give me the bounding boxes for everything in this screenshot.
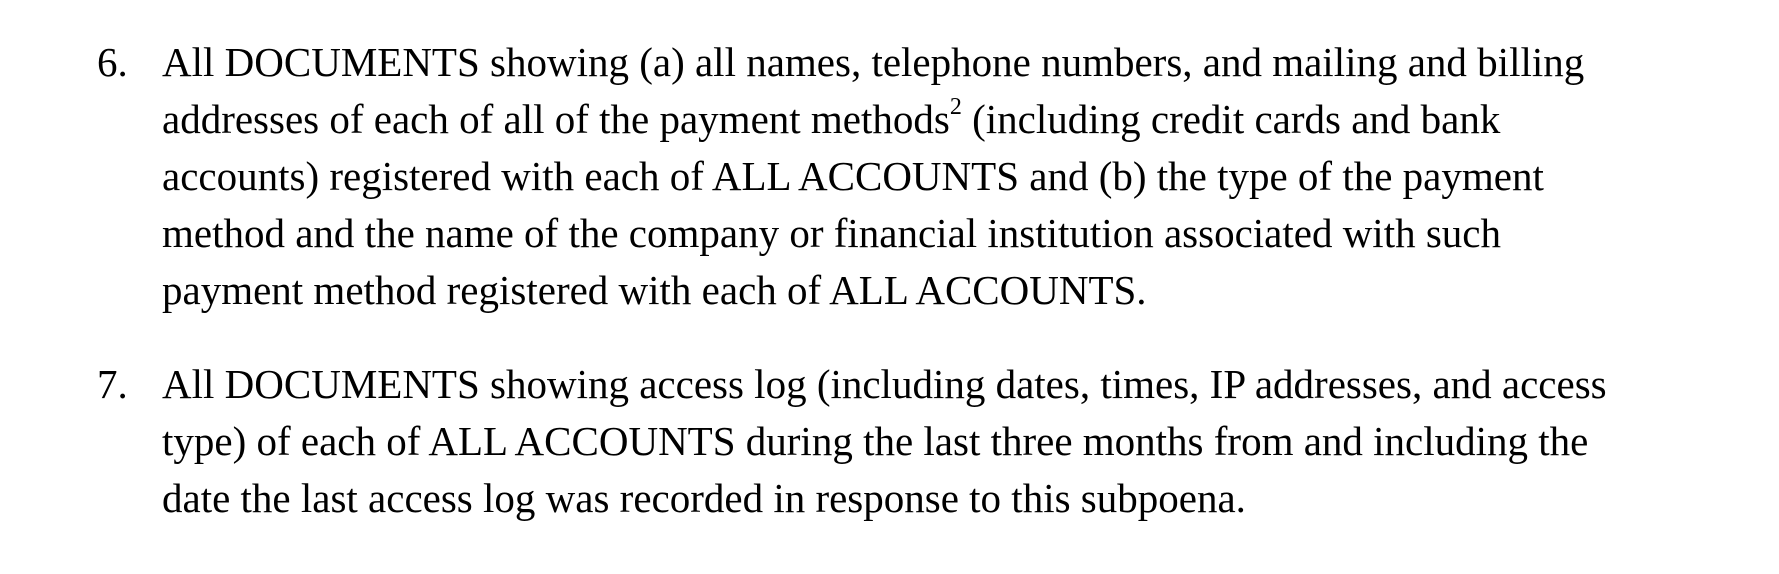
item-number: 6. — [97, 39, 128, 85]
item-text-line: payment method registered with each of ALL ACCOUNTS. — [162, 267, 1147, 313]
item-text-line: All DOCUMENTS showing (a) all names, telephone numbers, and mailing and billing — [162, 39, 1585, 85]
item-text-line: date the last access log was recorded in response to this subpoena. — [162, 475, 1246, 521]
item-text-line: All DOCUMENTS showing access log (including dates, times, IP addresses, and access — [162, 361, 1607, 407]
item-text-line — [162, 91, 1500, 148]
item-number: 7. — [97, 361, 128, 407]
item-text-line: type) of each of ALL ACCOUNTS during the last three months from and including the — [162, 418, 1589, 464]
item-text-segment: addresses of each of all of the payment methods — [162, 96, 950, 142]
footnote-reference[interactable]: 2 — [949, 94, 962, 121]
item-text-segment: (including credit cards and bank — [961, 96, 1501, 142]
item-text-line: method and the name of the company or financial institution associated with such — [162, 210, 1501, 256]
item-text-line: accounts) registered with each of ALL ACCOUNTS and (b) the type of the payment — [162, 153, 1544, 199]
